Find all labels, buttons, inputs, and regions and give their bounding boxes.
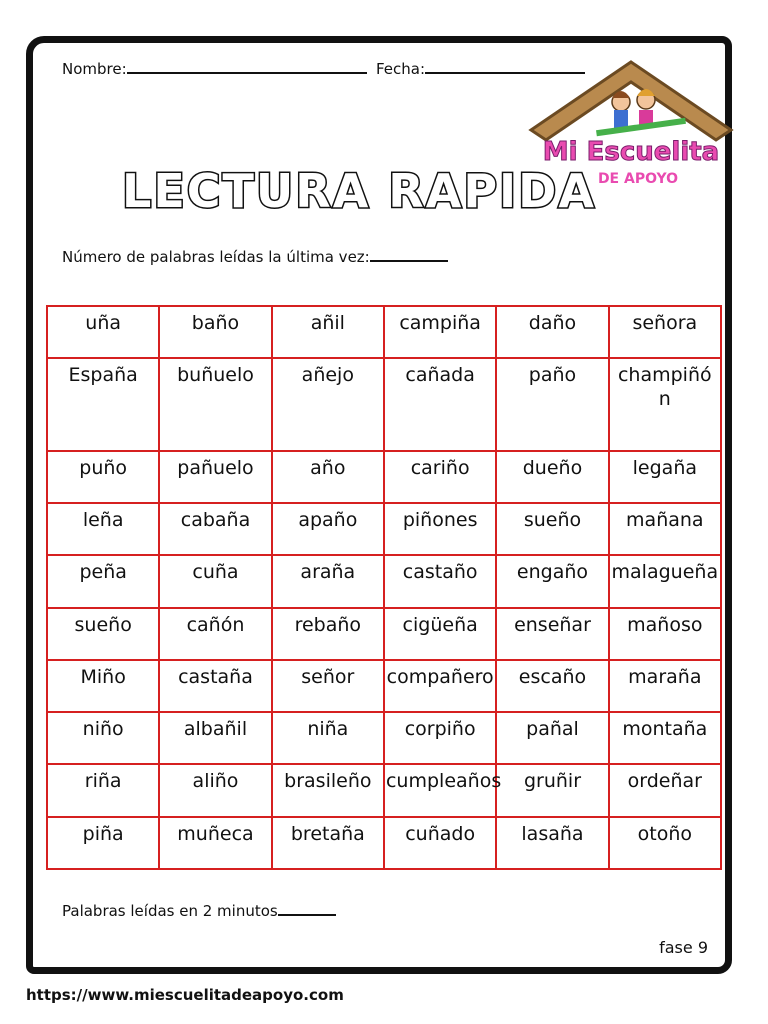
word-cell: cañón [159,608,271,660]
word-cell: engaño [496,555,608,607]
word-cell: montaña [609,712,721,764]
word-cell: cumpleaños [384,764,496,816]
word-cell: muñeca [159,817,271,869]
word-cell: rebaño [272,608,384,660]
word-cell: corpiño [384,712,496,764]
last-time-field[interactable] [62,246,448,266]
word-cell: pañuelo [159,451,271,503]
word-cell: sueño [496,503,608,555]
word-cell: año [272,451,384,503]
word-cell: malagueña [609,555,721,607]
name-label: Nombre: [62,60,127,78]
word-cell: enseñar [496,608,608,660]
word-cell: señor [272,660,384,712]
word-row [47,712,721,764]
word-row [47,660,721,712]
word-cell: legaña [609,451,721,503]
word-cell: piña [47,817,159,869]
name-field[interactable] [62,58,367,78]
word-cell: araña [272,555,384,607]
word-cell: sueño [47,608,159,660]
word-cell: añil [272,306,384,358]
word-cell: señora [609,306,721,358]
words-read-field[interactable] [62,900,336,920]
word-cell: champiñó n [609,358,721,451]
word-cell: castaña [159,660,271,712]
word-row [47,608,721,660]
word-cell: niña [272,712,384,764]
word-cell: buñuelo [159,358,271,451]
word-cell: riña [47,764,159,816]
logo-tagline-text: DE APOYO [597,171,679,187]
word-row [47,451,721,503]
word-cell: piñones [384,503,496,555]
word-cell: cabaña [159,503,271,555]
word-cell: leña [47,503,159,555]
word-cell: cariño [384,451,496,503]
words-read-label: Palabras leídas en 2 minutos [62,902,278,920]
word-cell: uña [47,306,159,358]
word-cell: mañoso [609,608,721,660]
word-cell: España [47,358,159,451]
last-time-label: Número de palabras leídas la última vez: [62,248,370,266]
word-cell: albañil [159,712,271,764]
word-row [47,764,721,816]
word-cell: campiña [384,306,496,358]
word-cell: añejo [272,358,384,451]
last-time-blank[interactable] [370,246,448,262]
word-cell: cañada [384,358,496,451]
word-cell: daño [496,306,608,358]
word-cell: otoño [609,817,721,869]
word-cell: compañero [384,660,496,712]
word-cell: dueño [496,451,608,503]
word-cell: niño [47,712,159,764]
word-row [47,555,721,607]
word-cell: cuñado [384,817,496,869]
word-cell: paño [496,358,608,451]
word-cell: castaño [384,555,496,607]
phase-label: fase 9 [659,938,708,957]
name-blank[interactable] [127,58,367,74]
word-cell: Miño [47,660,159,712]
word-cell: maraña [609,660,721,712]
word-row [47,306,721,358]
page-title: LECTURA RAPIDA [122,164,596,218]
word-cell: pañal [496,712,608,764]
word-cell: cigüeña [384,608,496,660]
words-read-blank[interactable] [278,900,336,916]
word-cell: aliño [159,764,271,816]
word-cell: baño [159,306,271,358]
logo-brand-text: Mi Escuelita [542,137,720,167]
word-cell: puño [47,451,159,503]
footer-url[interactable]: https://www.miescuelitadeapoyo.com [26,986,344,1004]
word-cell: peña [47,555,159,607]
word-row [47,358,721,451]
word-cell: mañana [609,503,721,555]
word-cell: bretaña [272,817,384,869]
word-row [47,817,721,869]
word-cell: lasaña [496,817,608,869]
word-cell: apaño [272,503,384,555]
date-label: Fecha: [376,60,426,78]
word-cell: brasileño [272,764,384,816]
word-cell: gruñir [496,764,608,816]
word-row [47,503,721,555]
word-cell: escaño [496,660,608,712]
word-grid [46,305,722,870]
word-cell: cuña [159,555,271,607]
word-cell: ordeñar [609,764,721,816]
